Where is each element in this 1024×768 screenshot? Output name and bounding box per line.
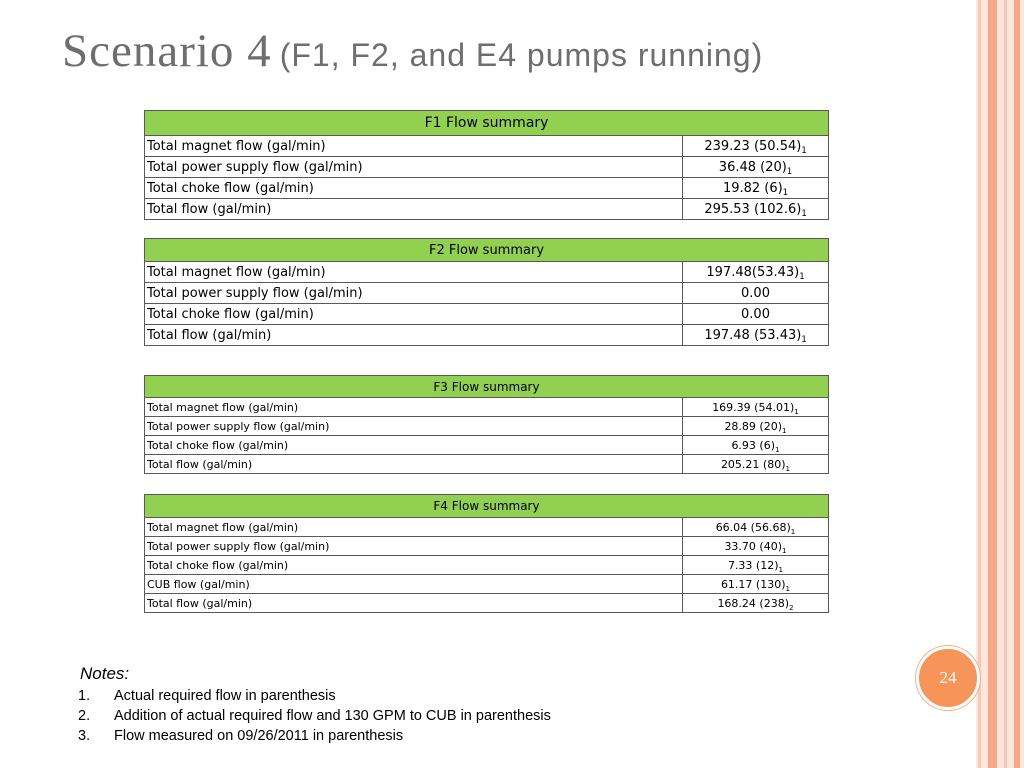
footnote-ref: 1 xyxy=(785,583,791,593)
row-value-cell xyxy=(683,398,829,417)
table-row xyxy=(145,556,829,575)
row-value: 7.33 (12) xyxy=(727,558,779,572)
row-value-cell xyxy=(683,575,829,594)
table-row xyxy=(145,537,829,556)
table-row xyxy=(145,178,829,199)
title-main: Scenario 4 xyxy=(62,25,272,77)
table-header: F4 Flow summary xyxy=(145,495,829,518)
table-row xyxy=(145,262,829,283)
row-value-cell xyxy=(683,325,829,346)
table-row xyxy=(145,575,829,594)
row-value: 28.89 (20) xyxy=(724,419,783,433)
row-label: Total flow (gal/min) xyxy=(145,325,683,346)
row-label: Total magnet flow (gal/min) xyxy=(145,262,683,283)
footnote-ref: 1 xyxy=(778,564,784,574)
table-row xyxy=(145,417,829,436)
row-value-cell xyxy=(683,283,829,304)
row-value: 0.00 xyxy=(741,306,770,322)
f1-flow-summary-table xyxy=(144,110,829,220)
row-value: 0.00 xyxy=(741,285,770,301)
footnote-ref: 1 xyxy=(790,526,796,536)
footnote-ref: 1 xyxy=(799,270,805,281)
footnote-ref: 1 xyxy=(775,444,780,454)
table-row xyxy=(145,304,829,325)
note-number: 1. xyxy=(78,688,91,704)
f2-flow-summary-table xyxy=(144,238,829,346)
row-value: 197.48 (53.43) xyxy=(704,327,802,343)
row-value: 205.21 (80) xyxy=(720,457,786,471)
row-value-cell xyxy=(683,537,829,556)
note-text: Addition of actual required flow and 130 GPM to CUB in parenthesis xyxy=(114,708,551,724)
note-number: 2. xyxy=(78,708,91,724)
row-label: Total power supply flow (gal/min) xyxy=(145,283,683,304)
table-row xyxy=(145,283,829,304)
note-number: 3. xyxy=(78,728,91,744)
footnote-ref: 1 xyxy=(794,406,799,416)
footnote-ref: 1 xyxy=(782,186,789,197)
slide-title xyxy=(62,25,764,77)
row-value-cell xyxy=(683,262,829,283)
row-value: 36.48 (20) xyxy=(718,159,787,175)
row-label: Total choke flow (gal/min) xyxy=(145,436,683,455)
row-label: Total power supply flow (gal/min) xyxy=(145,157,683,178)
note-item xyxy=(80,706,551,726)
row-label: Total magnet flow (gal/min) xyxy=(145,398,683,417)
row-value-cell xyxy=(683,594,829,613)
title-subtitle: (F1, F2, and E4 pumps running) xyxy=(279,37,764,73)
row-label: Total magnet flow (gal/min) xyxy=(145,136,683,157)
f4-flow-summary-table xyxy=(144,494,829,613)
row-value-cell xyxy=(683,518,829,537)
table-row xyxy=(145,436,829,455)
note-text: Actual required flow in parenthesis xyxy=(114,688,336,704)
row-value: 61.17 (130) xyxy=(720,577,786,591)
table-row xyxy=(145,325,829,346)
table-row xyxy=(145,199,829,220)
note-text: Flow measured on 09/26/2011 in parenthesis xyxy=(114,728,404,744)
f3-flow-summary-table xyxy=(144,375,829,474)
footnote-ref: 1 xyxy=(782,425,787,435)
row-value-cell xyxy=(683,136,829,157)
page-number: 24 xyxy=(939,668,957,687)
row-label: Total power supply flow (gal/min) xyxy=(145,537,683,556)
row-value-cell xyxy=(683,304,829,325)
row-label: Total power supply flow (gal/min) xyxy=(145,417,683,436)
table-header: F1 Flow summary xyxy=(145,111,829,136)
table-row xyxy=(145,518,829,537)
table-header: F2 Flow summary xyxy=(145,239,829,262)
notes-list xyxy=(80,686,551,746)
row-value: 66.04 (56.68) xyxy=(715,520,791,534)
note-item xyxy=(80,726,551,746)
table-row xyxy=(145,455,829,474)
notes-section xyxy=(80,664,551,746)
row-label: Total flow (gal/min) xyxy=(145,199,683,220)
row-value: 6.93 (6) xyxy=(731,438,776,452)
table-row xyxy=(145,594,829,613)
row-value-cell xyxy=(683,455,829,474)
row-value: 19.82 (6) xyxy=(722,180,783,196)
row-value-cell xyxy=(683,417,829,436)
row-value-cell xyxy=(683,178,829,199)
table-row xyxy=(145,398,829,417)
page-number-badge xyxy=(916,646,980,710)
row-value: 168.24 (238) xyxy=(717,596,790,610)
decorative-stripe xyxy=(1004,0,1007,768)
row-label: Total magnet flow (gal/min) xyxy=(145,518,683,537)
row-value-cell xyxy=(683,436,829,455)
table-row xyxy=(145,157,829,178)
row-label: Total choke flow (gal/min) xyxy=(145,304,683,325)
row-value: 295.53 (102.6) xyxy=(704,201,802,217)
row-label: Total choke flow (gal/min) xyxy=(145,556,683,575)
footnote-ref: 1 xyxy=(785,463,791,473)
row-value: 33.70 (40) xyxy=(724,539,783,553)
row-label: Total flow (gal/min) xyxy=(145,594,683,613)
row-value: 169.39 (54.01) xyxy=(712,400,795,414)
table-header: F3 Flow summary xyxy=(145,376,829,398)
footnote-ref: 1 xyxy=(801,144,807,155)
row-value-cell xyxy=(683,556,829,575)
footnote-ref: 2 xyxy=(789,602,794,612)
row-value: 197.48(53.43) xyxy=(706,264,800,280)
note-item xyxy=(80,686,551,706)
decorative-stripe xyxy=(988,0,997,768)
row-label: CUB flow (gal/min) xyxy=(145,575,683,594)
row-label: Total flow (gal/min) xyxy=(145,455,683,474)
footnote-ref: 1 xyxy=(801,333,807,344)
table-row xyxy=(145,136,829,157)
row-value: 239.23 (50.54) xyxy=(704,138,802,154)
notes-title: Notes: xyxy=(80,664,130,683)
footnote-ref: 1 xyxy=(801,207,807,218)
decorative-stripe xyxy=(978,0,981,768)
footnote-ref: 1 xyxy=(782,545,787,555)
row-value-cell xyxy=(683,199,829,220)
row-value-cell xyxy=(683,157,829,178)
decorative-stripe xyxy=(1014,0,1020,768)
footnote-ref: 1 xyxy=(786,165,793,176)
row-label: Total choke flow (gal/min) xyxy=(145,178,683,199)
